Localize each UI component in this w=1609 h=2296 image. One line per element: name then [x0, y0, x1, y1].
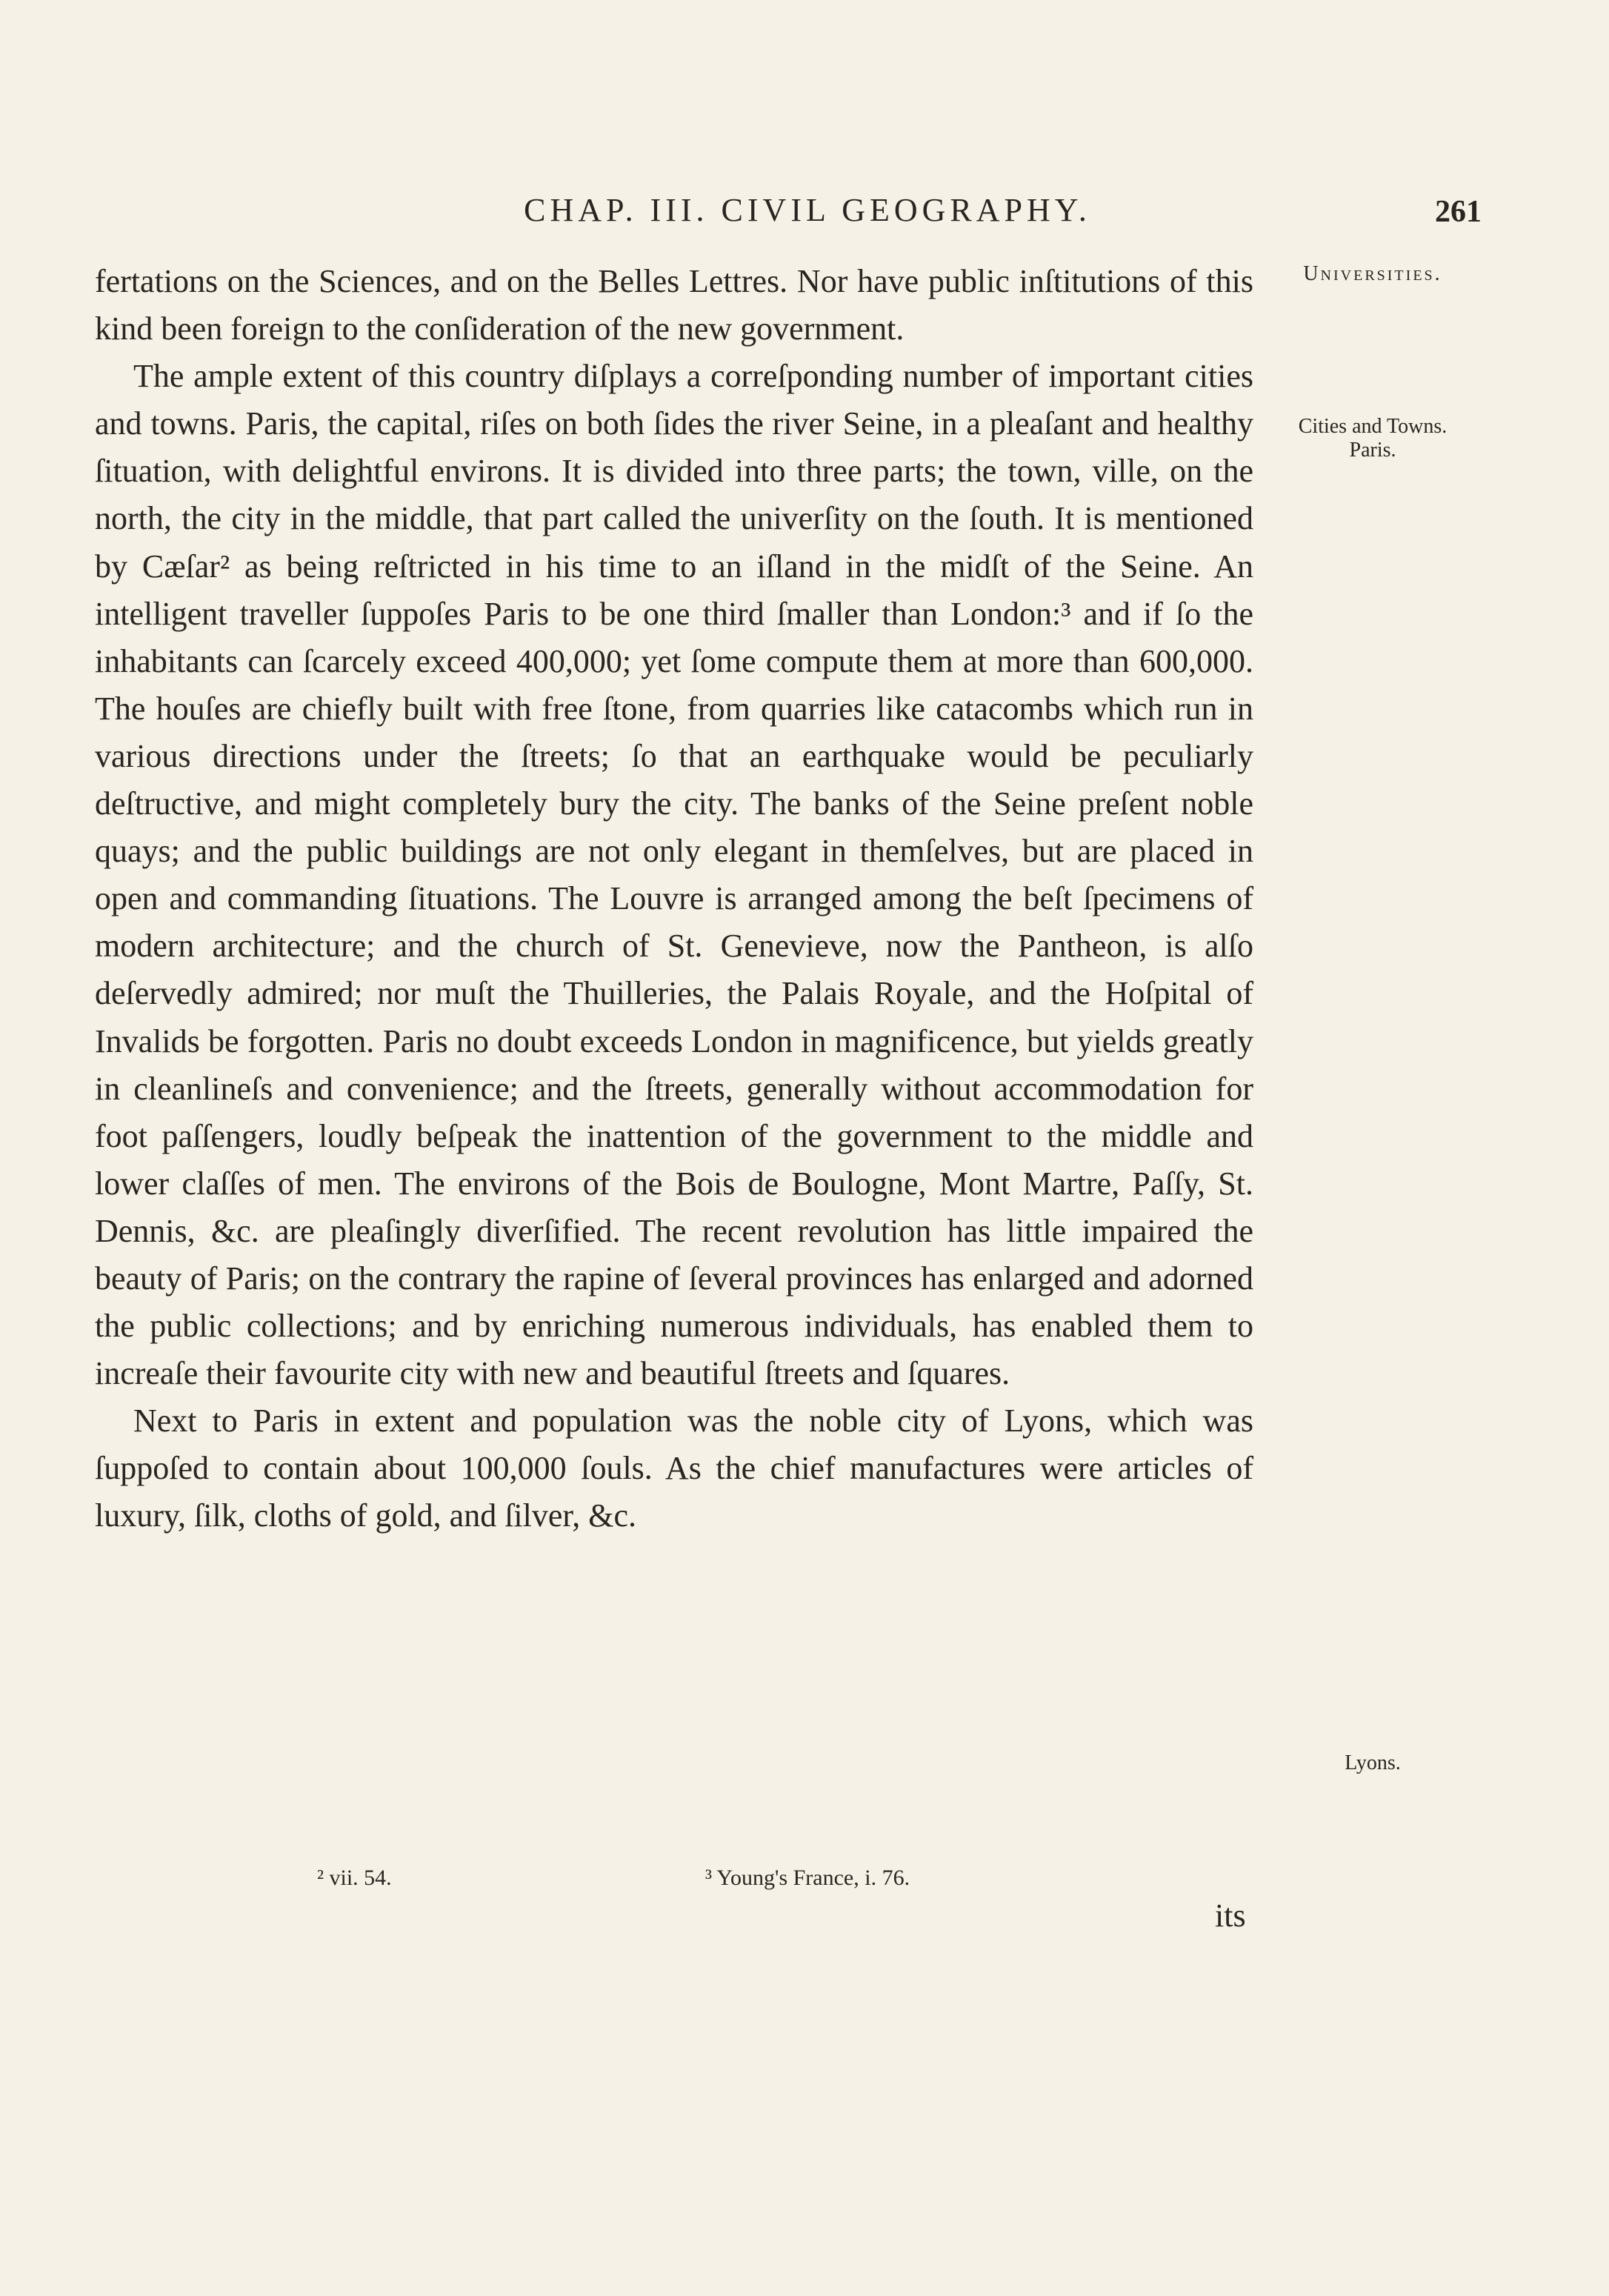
margin-note-universities: Universities.	[1303, 262, 1442, 285]
page-number: 261	[1435, 195, 1482, 229]
footnotes	[0, 1866, 1609, 1903]
paragraph: Next to Paris in extent and population was the noble city of Lyons, which was ſuppoſed to contain about 100,000 ſouls. As the chief manufactures were articles of luxury, ſilk, cloths of gold, and ſilver, &c.	[95, 1402, 1253, 1534]
running-head: CHAP. III. CIVIL GEOGRAPHY.	[524, 192, 1091, 228]
body-text	[95, 258, 1253, 1540]
paragraph: fertations on the Sciences, and on the Belles Lettres. Nor have public inſtitutions of this kind been foreign to the conſideration of the new government.	[95, 263, 1253, 347]
footnote: ² vii. 54.	[317, 1866, 392, 1890]
paragraph: The ample extent of this country diſplays a correſponding number of important cities and towns. Paris, the capital, riſes on both ſides the river Seine, in a pleaſant and healthy ſituation, with delightful environs. It is divided into three parts; the town, ville, on the north, the city in the middle, that part called the univerſity on the ſouth. It is mentioned by Cæſar² as being reſtricted in his time to an iſland in the midſt of the Seine. An intelligent traveller ſuppoſes Paris to be one third ſmaller than London:³ and if ſo the inhabitants can ſcarcely exceed 400,000; yet ſome compute them at more than 600,000. The houſes are chiefly built with free ſtone, from quarries like catacombs which run in various directions under the ſtreets; ſo that an earthquake would be peculiarly deſtructive, and might completely bury the city. The banks of the Seine preſent noble quays; and the public buildings are not only elegant in themſelves, but are placed in open and commanding ſituations. The Louvre is arranged among the beſt ſpecimens of modern architecture; and the church of St. Genevieve, now the Pantheon, is alſo deſervedly admired; nor muſt the Thuilleries, the Palais Royale, and the Hoſpital of Invalids be forgotten. Paris no doubt exceeds London in magnificence, but yields greatly in cleanlineſs and convenience; and the ſtreets, generally without accommodation for foot paſſengers, loudly beſpeak the inattention of the government to the middle and lower claſſes of men. The environs of the Bois de Boulogne, Mont Martre, Paſſy, St. Dennis, &c. are pleaſingly diverſified. The recent revolution has little impaired the beauty of Paris; on the contrary the rapine of ſeveral provinces has enlarged and adorned the public collections; and by enriching numerous individuals, has enabled them to increaſe their favourite city with new and beautiful ſtreets and ſquares.	[95, 358, 1253, 1392]
catchword: its	[1215, 1897, 1246, 1934]
margin-note-lyons: Lyons.	[1345, 1751, 1401, 1774]
margin-note-cities-towns-paris: Cities and Towns. Paris.	[1298, 415, 1448, 462]
footnote: ³ Young's France, i. 76.	[705, 1866, 910, 1890]
